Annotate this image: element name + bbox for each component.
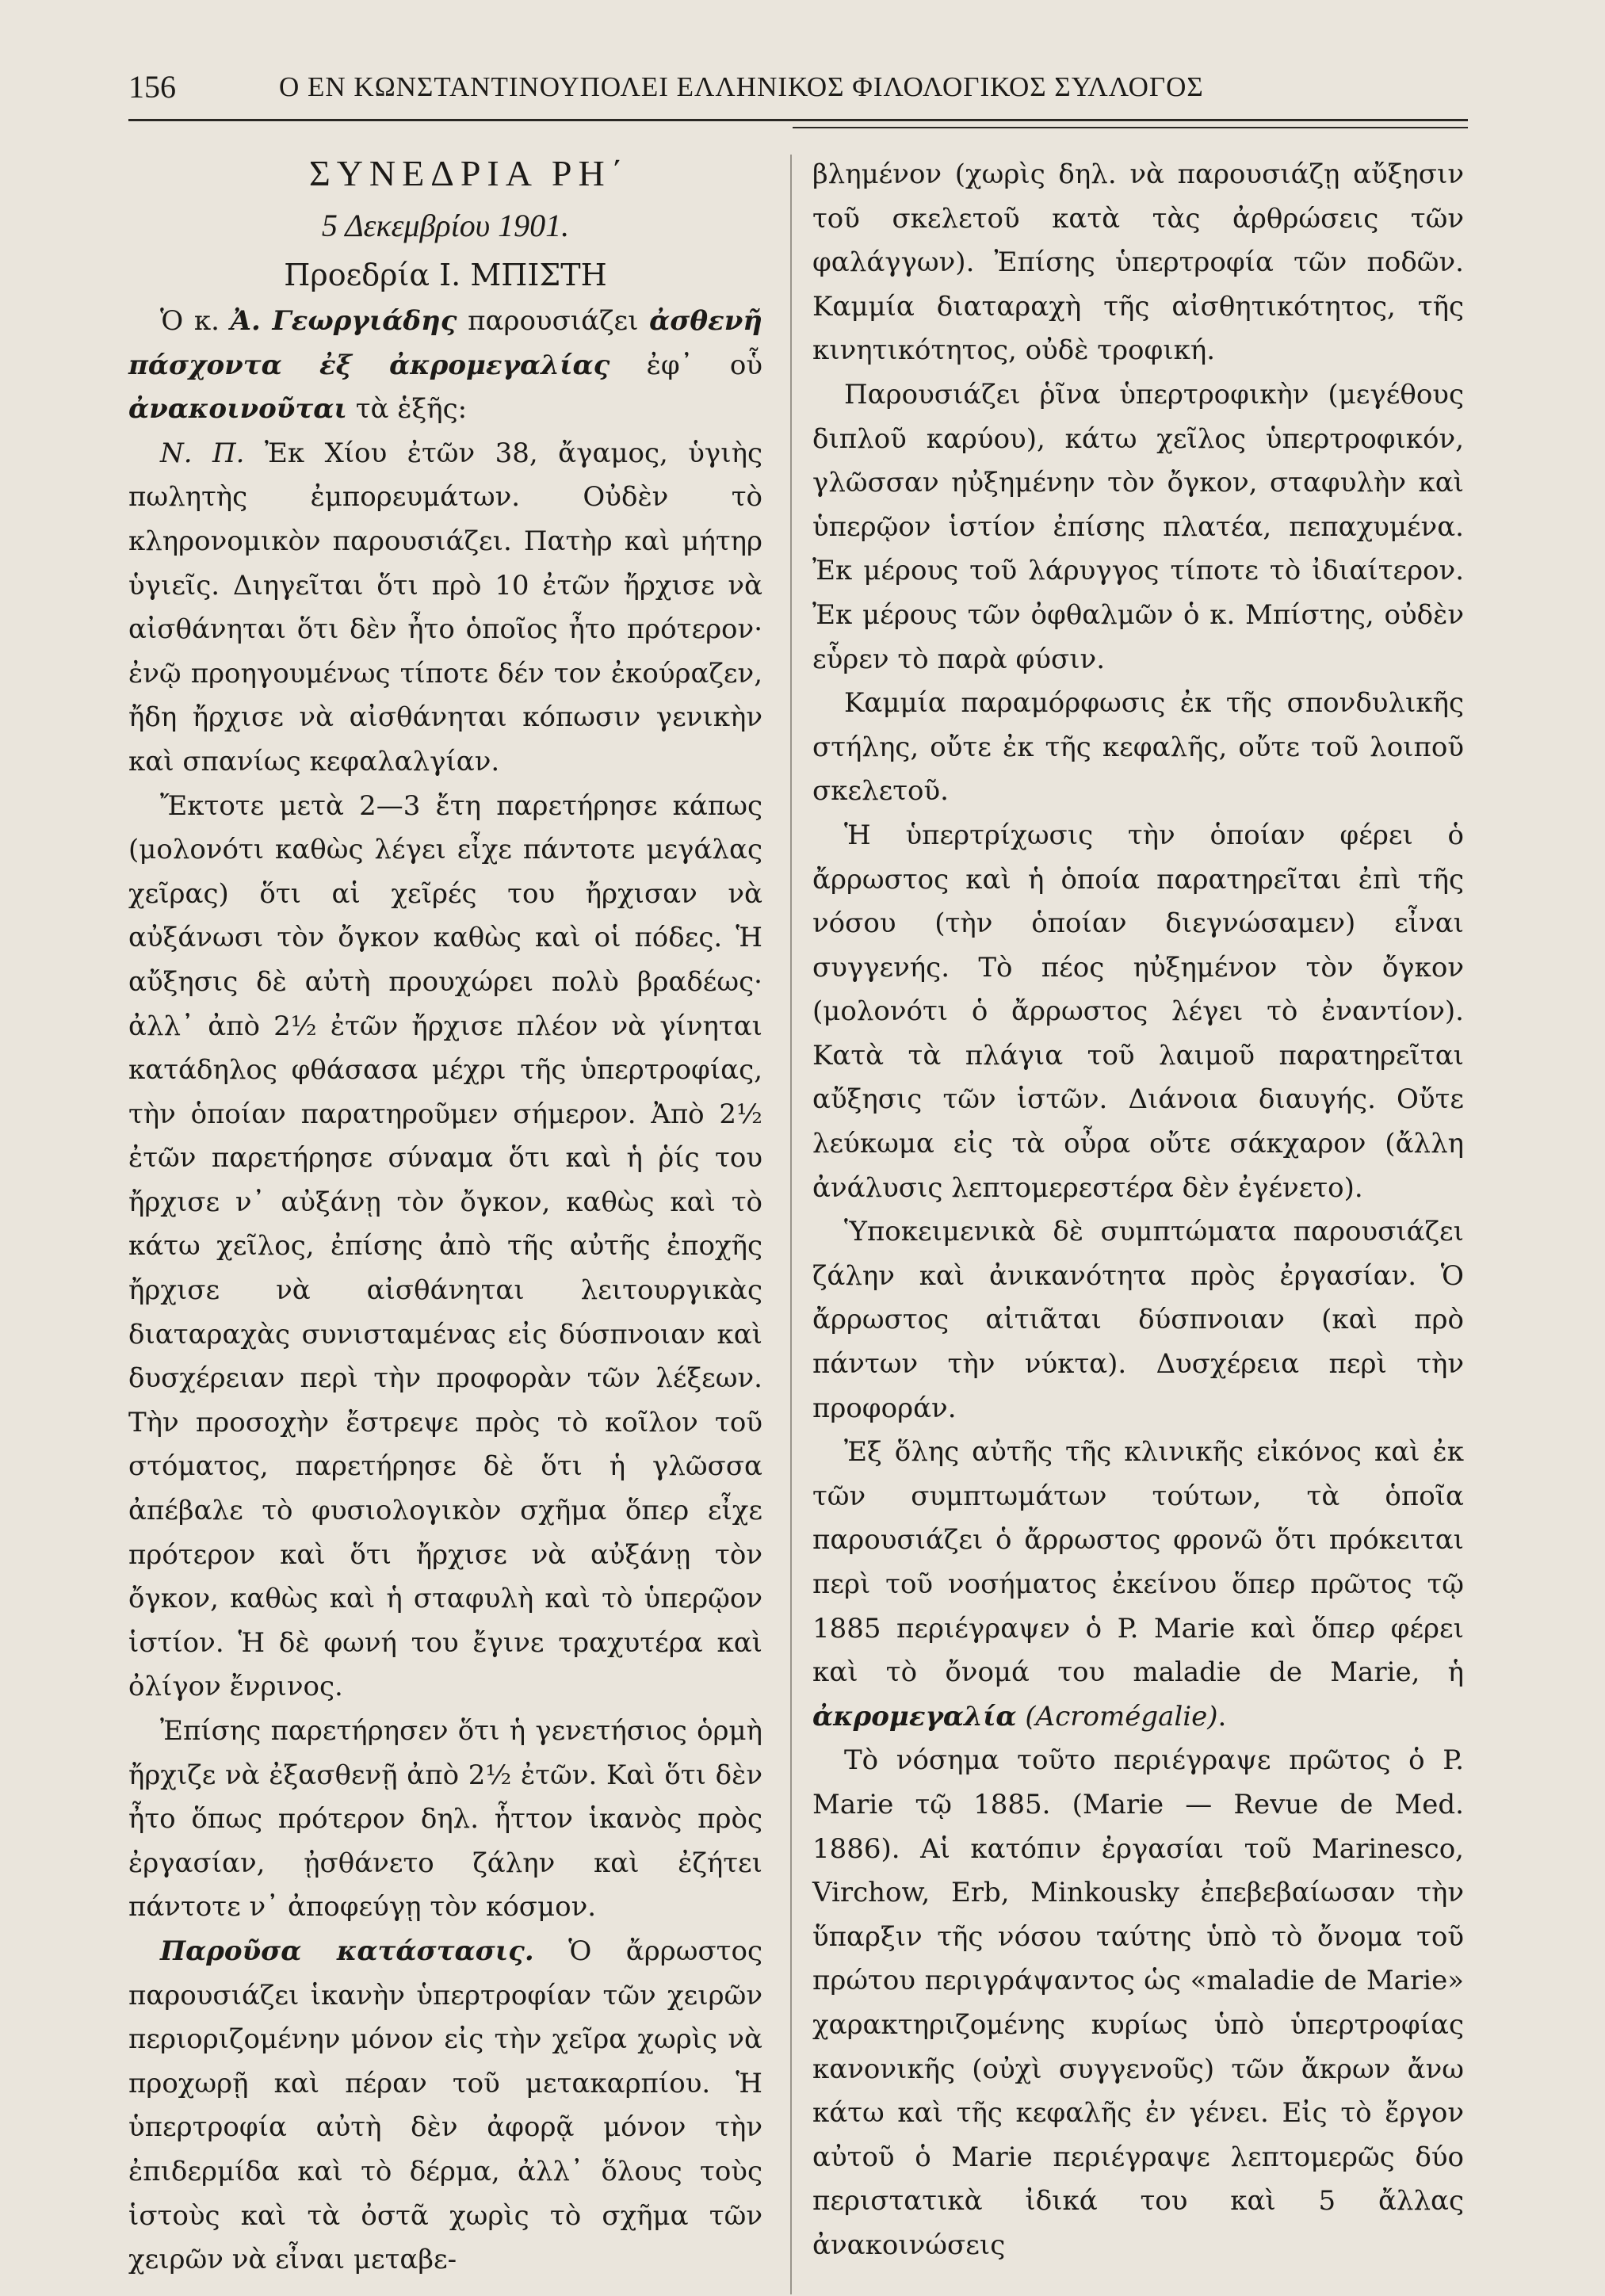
intro-text: τὰ ἑξῆς: — [346, 393, 468, 426]
paragraph-present-state — [128, 1930, 762, 2283]
intro-text: παρουσιάζει — [457, 305, 650, 337]
presidency: Προεδρία Ι. ΜΠΙΣΤΗ — [284, 258, 607, 292]
disease-term: ἀκρομεγαλία — [812, 1700, 1017, 1733]
header-rule — [128, 119, 1468, 121]
column-divider — [790, 155, 792, 2294]
paragraph-subjective: Ὑποκειμενικὰ δὲ συμπτώματα παρουσιάζει ζάλην καὶ ἀνικανότητα πρὸς ἐργασίαν. Ὁ ἄρρωστος αἰτιᾶται δύσπνοιαν (καὶ πρὸ πάντων τὴν νύκτα). Δυσχέρεια περὶ τὴν προφοράν. — [812, 1216, 1464, 1424]
paragraph-progression: Ἔκτοτε μετὰ 2—3 ἔτη παρετήρησε κάπως (μολονότι καθὼς λέγει εἶχε πάντοτε μεγάλας χεῖρας) ὅτι αἱ χεῖρές του ἤρχισαν νὰ αὐξάνωσι τὸν ὄγκον καθὼς καὶ οἱ πόδες. Ἡ αὔξησις δὲ αὐτὴ προυχώρει πολὺ βραδέως· ἀλλ᾽ ἀπὸ 2½ ἐτῶν ἤρχισε πλέον νὰ γίνηται κατάδηλος φθάσασα μέχρι τῆς ὑπερτροφίας, τὴν ὁποίαν παρατηροῦμεν σήμερον. Ἀπὸ 2½ ἐτῶν παρετήρησε σύναμα ὅτι καὶ ἡ ῥίς του ἤρχισε ν᾽ αὐξάνῃ τὸν ὄγκον, καθὼς καὶ τὸ κάτω χεῖλος, ἐπίσης ἀπὸ τῆς αὐτῆς ἐποχῆς ἤρχισε νὰ αἰσθάνηται λειτουργικὰς διαταραχὰς συνισταμένας εἰς δύσπνοιαν καὶ δυσχέρειαν περὶ τὴν προφορὰν τῶν λέξεων. Τὴν προσοχὴν ἔστρεψε πρὸς τὸ κοῖλον τοῦ στόματος, παρετήρησε δὲ ὅτι ἡ γλῶσσα ἀπέβαλε τὸ φυσιολογικὸν σχῆμα ὅπερ εἶχε πρότερον καὶ ὅτι ἤρχισε νὰ αὐξάνῃ τὸν ὄγκον, καθὼς καὶ ἡ σταφυλὴ καὶ τὸ ὑπερῷον ἱστίον. Ἡ δὲ φωνή του ἔγινε τραχυτέρα καὶ ὀλίγον ἔνρινος. — [128, 789, 762, 1703]
paragraph-text: Ἐξ ὅλης αὐτῆς τῆς κλινικῆς εἰκόνος καὶ ἐκ τῶν συμπτωμάτων τούτων, τὰ ὁποῖα παρουσιάζει ὁ ἄρρωστος φρονῶ ὅτι πρόκειται περὶ τοῦ νοσήματος ἐκείνου ὅπερ πρῶτος τῷ 1885 περιέγραψεν ὁ P. Marie καὶ ὅπερ φέρει καὶ τὸ ὄνομά του maladie de Marie, ἡ — [812, 1436, 1464, 1689]
paragraph-hypertrichosis: Ἡ ὑπερτρίχωσις τὴν ὁποίαν φέρει ὁ ἄρρωστος καὶ ἡ ὁποία παρατηρεῖται ἐπὶ τῆς νόσου (τὴν ὁποίαν διεγνώσαμεν) εἶναι συγγενής. Τὸ πέος ηὐξημένον τὸν ὄγκον (μολονότι ὁ ἄρρωστος λέγει τὸ ἐναντίον). Κατὰ τὰ πλάγια τοῦ λαιμοῦ παρατηρεῖται αὔξησις τῶν ἱστῶν. Διάνοια διαυγής. Οὔτε λεύκωμα εἰς τὰ οὖρα οὔτε σάκχαρον (ἄλλη ἀνάλυσις λεπτομερεστέρα δὲν ἐγένετο). — [812, 819, 1464, 1204]
paragraph-text: Ὁ ἄρρωστος παρουσιάζει ἱκανὴν ὑπερτροφίαν τῶν χειρῶν περιοριζομένην μόνον εἰς τὴν χεῖρα χωρὶς νὰ προχωρῇ καὶ πέραν τοῦ μετακαρπίου. Ἡ ὑπερτροφία αὐτὴ δὲν ἀφορᾷ μόνον τὴν ἐπιδερμίδα καὶ τὸ δέρμα, ἀλλ᾽ ὅλους τοὺς ἱστοὺς καὶ τὰ ὀστᾶ χωρὶς τὸ σχῆμα τῶν χειρῶν νὰ εἶναι μεταβε- — [128, 1935, 762, 2276]
paragraph-face: Παρουσιάζει ῥῖνα ὑπερτροφικὴν (μεγέθους διπλοῦ καρύου), κάτω χεῖλος ὑπερτροφικόν, γλῶσσαν ηὐξημένην τὸν ὄγκον, σταφυλὴν καὶ ὑπερῷον ἱστίον ἐπίσης πλατέα, πεπαχυμένα. Ἐκ μέρους τοῦ λάρυγγος τίποτε τὸ ἰδιαίτερον. Ἐκ μέρους τῶν ὀφθαλμῶν ὁ κ. Μπίστης, οὐδὲν εὗρεν τὸ παρὰ φύσιν. — [812, 378, 1464, 675]
header-rule-second — [793, 127, 1468, 128]
intro-text: Ὁ κ. — [160, 305, 231, 337]
paragraph-text: . — [1217, 1700, 1227, 1733]
intro-paragraph — [128, 300, 762, 432]
paragraph-continued: βλημένον (χωρὶς δηλ. νὰ παρουσιάζῃ αὔξησιν τοῦ σκελετοῦ κατὰ τὰς ἀρθρώσεις τῶν φαλάγγων). Ἐπίσης ὑπερτροφία τῶν ποδῶν. Καμμία διαταραχὴ τῆς αἰσθητικότητος, τῆς κινητικότητος, οὐδὲ τροφική. — [812, 159, 1464, 367]
presenter-name: Ἀ. Γεωργιάδης — [230, 305, 457, 337]
case-initials: Ν. Π. — [160, 437, 245, 469]
intro-text: ἐφ᾽ οὗ — [610, 349, 762, 381]
paragraph-history — [128, 432, 762, 785]
right-column — [812, 153, 1464, 2268]
case-subject: ἀσθενῆ πάσχοντα ἐξ ἀκρομεγαλίας — [128, 305, 763, 381]
running-title: Ο ΕΝ ΚΩΝΣΤΑΝΤΙΝΟΥΠΟΛΕΙ ΕΛΛΗΝΙΚΟΣ ΦΙΛΟΛΟΓΙΚΟΣ ΣΥΛΛΟΓΟΣ — [279, 71, 1204, 102]
paragraph-literature: Τὸ νόσημα τοῦτο περιέγραψε πρῶτος ὁ P. Marie τῷ 1885. (Marie — Revue de Med. 1886). Αἱ κατόπιν ἐργασίαι τοῦ Marinesco, Virchow, Erb, Minkousky ἐπεβεβαίωσαν τὴν ὕπαρξιν τῆς νόσου ταύτης ὑπὸ τὸ ὄνομα τοῦ πρώτου περιγράψαντος ὡς «maladie de Marie» χαρακτηριζομένης κυρίως ὑπὸ ὑπερτροφίας κανονικῆς (οὐχὶ συγγενοῦς) τῶν ἄκρων ἄνω κάτω καὶ τῆς κεφαλῆς ἐν γένει. Εἰς τὸ ἔργον αὐτοῦ ὁ Marie περιέγραψε λεπτομερῶς δύο περιστατικὰ ἰδικά του καὶ 5 ἄλλας ἀνακοινώσεις — [812, 1744, 1464, 2261]
session-title: ΣΥΝΕΔΡΙΑ ΡΗ΄ — [308, 153, 630, 193]
session-date: 5 Δεκεμβρίου 1901. — [321, 208, 570, 243]
disease-term-french: (Acromégalie) — [1025, 1700, 1218, 1733]
paragraph-skeleton: Καμμία παραμόρφωσις ἐκ τῆς σπονδυλικῆς στήλης, οὔτε ἐκ τῆς κεφαλῆς, οὔτε τοῦ λοιποῦ σκελετοῦ. — [812, 687, 1464, 808]
paragraph-libido: Ἐπίσης παρετήρησεν ὅτι ἡ γενετήσιος ὁρμὴ ἤρχιζε νὰ ἐξασθενῇ ἀπὸ 2½ ἐτῶν. Καὶ ὅτι δὲν ἦτο ὅπως πρότερον δηλ. ἧττον ἱκανὸς πρὸς ἐργασίαν, ᾐσθάνετο ζάλην καὶ ἐζήτει πάντοτε ν᾽ ἀποφεύγῃ τὸν κόσμον. — [128, 1715, 762, 1924]
present-state-heading: Παροῦσα κατάστασις. — [160, 1935, 534, 1967]
paragraph-diagnosis — [812, 1431, 1464, 1739]
announcement-word: ἀνακοινοῦται — [128, 393, 347, 426]
page-number: 156 — [128, 69, 176, 105]
paragraph-text: Ἐκ Χίου ἐτῶν 38, ἄγαμος, ὑγιὴς πωλητὴς ἐμπορευμάτων. Οὐδὲν τὸ κληρονομικὸν παρουσιάζει. Πατὴρ καὶ μήτηρ ὑγιεῖς. Διηγεῖται ὅτι πρὸ 10 ἐτῶν ἤρχισε νὰ αἰσθάνηται ὅτι δὲν ἦτο ὁποῖος ἦτο πρότερον· ἐνῷ προηγουμένως τίποτε δέν τον ἐκούραζεν, ἤδη ἤρχισε νὰ αἰσθάνηται κόπωσιν γενικὴν καὶ σπανίως κεφαλαλγίαν. — [128, 437, 762, 777]
left-column — [128, 146, 762, 2283]
